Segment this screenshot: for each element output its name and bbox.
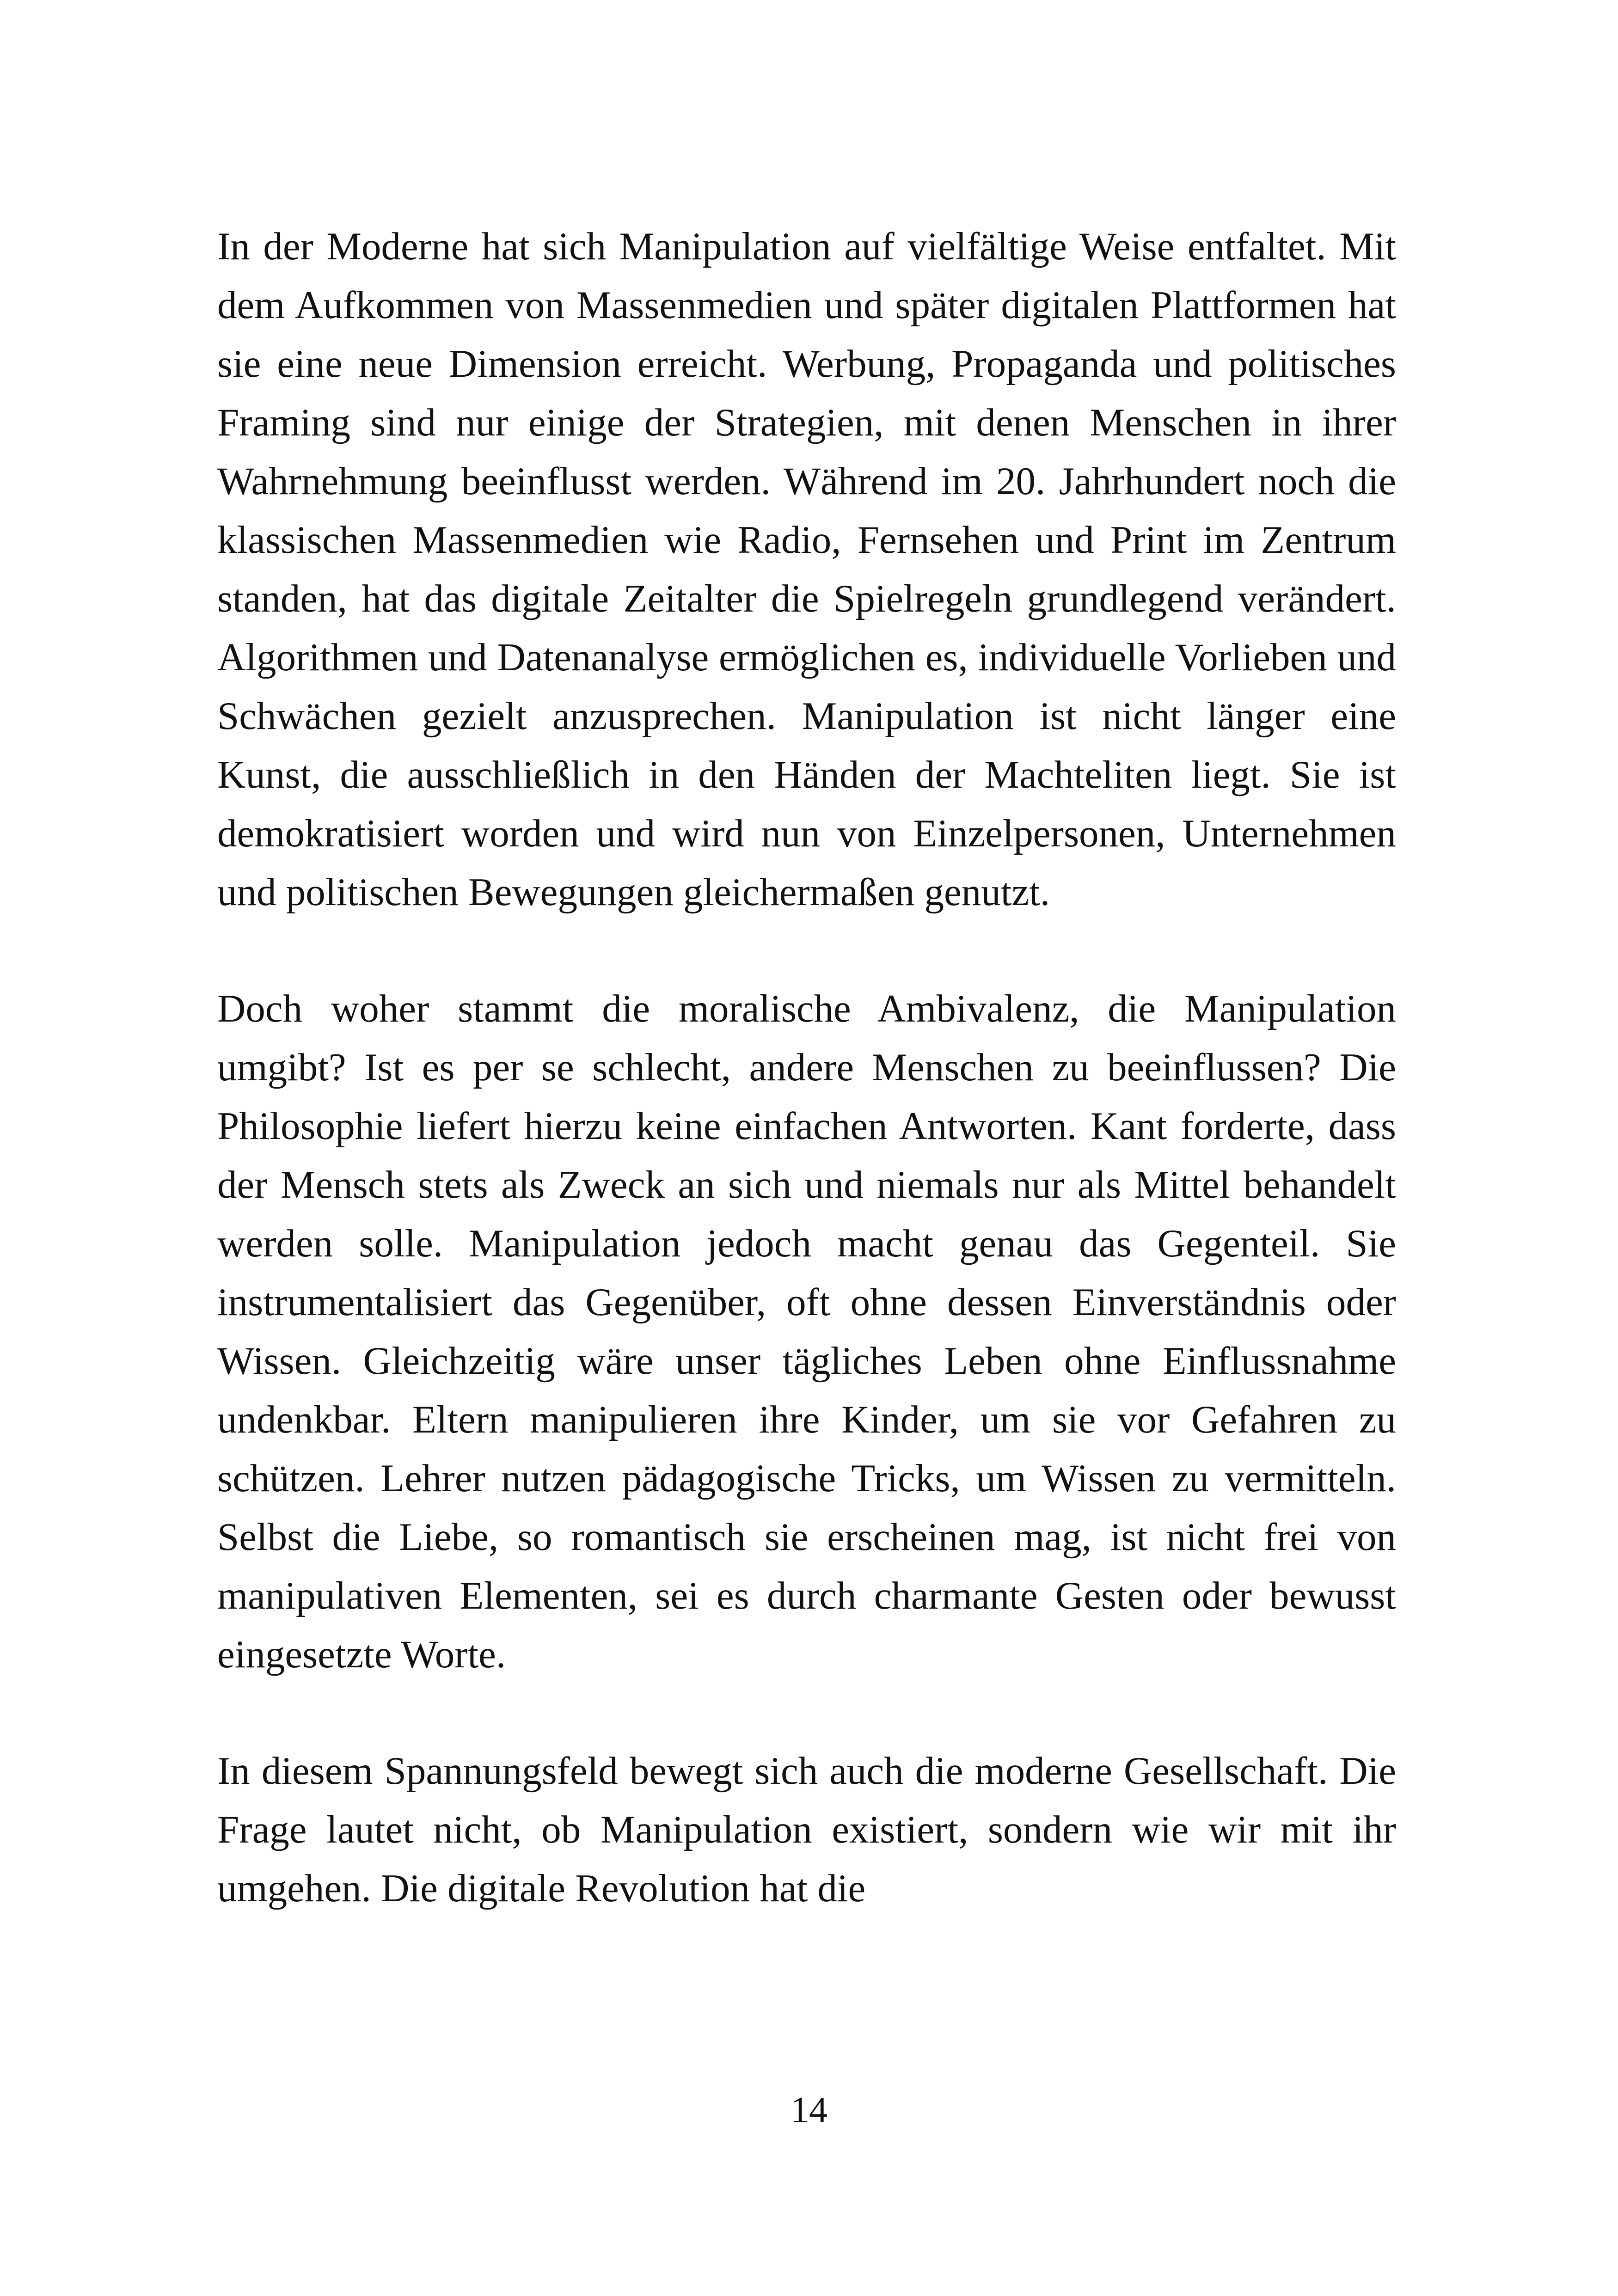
- page-number: 14: [791, 2090, 827, 2131]
- paragraph: Doch woher stammt die moralische Ambivalenz, die Manipulation umgibt? Ist es per se schlecht, andere Menschen zu beeinflussen? Die Philosophie liefert hierzu keine einfachen Antworten. Kant forderte, dass der Mensch stets als Zweck an sich und niemals nur als Mittel behandelt werden solle. Manipulation jedoch macht genau das Gegenteil. Sie instrumentalisiert das Gegenüber, oft ohne dessen Einverständnis oder Wissen. Gleichzeitig wäre unser tägliches Leben ohne Einflussnahme undenkbar. Eltern manipulieren ihre Kinder, um sie vor Gefahren zu schützen. Lehrer nutzen pädagogische Tricks, um Wissen zu vermitteln. Selbst die Liebe, so romantisch sie erscheinen mag, ist nicht frei von manipulativen Elementen, sei es durch charmante Gesten oder bewusst eingesetzte Worte.: [217, 987, 1396, 1676]
- paragraph: In der Moderne hat sich Manipulation auf vielfältige Weise entfaltet. Mit dem Aufkommen von Massenmedien und später digitalen Plattformen hat sie eine neue Dimension erreicht. Werbung, Propaganda und politisches Framing sind nur einige der Strategien, mit denen Menschen in ihrer Wahrnehmung beeinflusst werden. Während im 20. Jahrhundert noch die klassischen Massenmedien wie Radio, Fernsehen und Print im Zentrum standen, hat das digitale Zeitalter die Spielregeln grundlegend verändert. Algorithmen und Datenanalyse ermöglichen es, individuelle Vorlieben und Schwächen gezielt anzusprechen. Manipulation ist nicht länger eine Kunst, die ausschließlich in den Händen der Machteliten liegt. Sie ist demokratisiert worden und wird nun von Einzelpersonen, Unternehmen und politischen Bewegungen gleichermaßen genutzt.: [217, 225, 1396, 914]
- body-text: [217, 217, 1396, 1918]
- paragraph: In diesem Spannungsfeld bewegt sich auch die moderne Gesellschaft. Die Frage lautet nicht, ob Manipulation existiert, sondern wie wir mit ihr umgehen. Die digitale Revolution hat die: [217, 1749, 1396, 1910]
